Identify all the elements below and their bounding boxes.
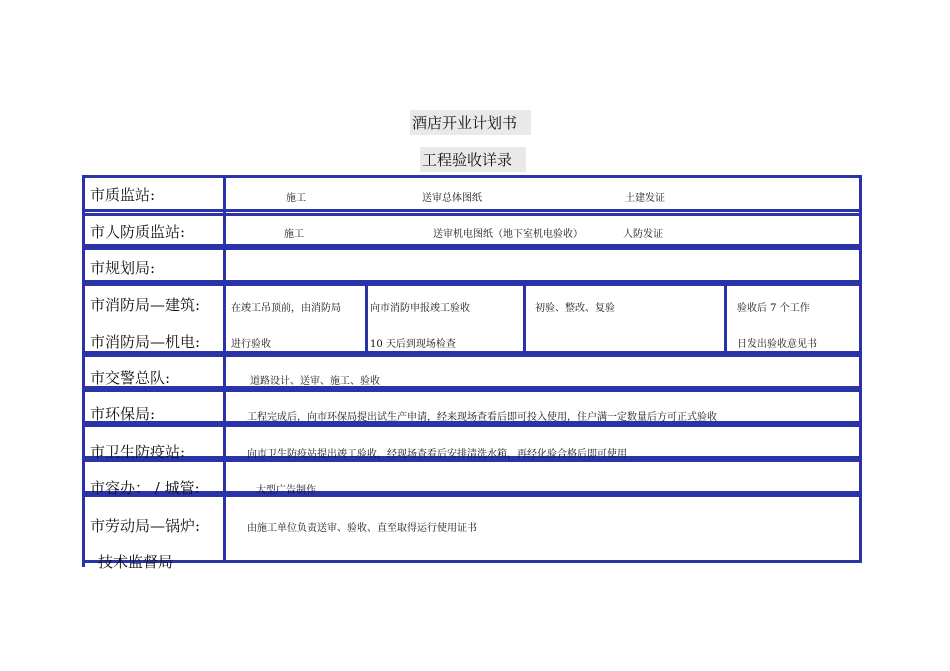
acceptance-table: [82, 175, 862, 571]
cell-text: 进行验收: [231, 339, 271, 350]
cell-text: 大型广告制作: [256, 485, 316, 496]
table-rule: [82, 424, 862, 427]
cell-text: 送审总体图纸: [422, 193, 482, 204]
table-rule: [724, 283, 727, 354]
row-label: 市质监站:: [90, 186, 156, 204]
cell-text: 日发出验收意见书: [737, 339, 817, 350]
cell-text: 人防发证: [623, 229, 663, 240]
cell-text: 验收后 7 个工作: [737, 303, 810, 314]
cell-text: 施工: [284, 229, 304, 240]
table-rule: [82, 389, 862, 392]
row-label: 市劳动局—锅炉:: [90, 517, 201, 535]
table-rule: [523, 283, 526, 354]
row-label: 市消防局—机电:: [90, 333, 201, 351]
row-label: 市人防质监站:: [90, 223, 186, 241]
row-label: 技术监督局: [98, 553, 174, 571]
table-rule: [859, 175, 862, 563]
cell-text: 送审机电图纸（地下室机电验收）: [433, 229, 583, 240]
table-rule: [82, 209, 862, 212]
document-subtitle: 工程验收详录: [420, 147, 526, 172]
cell-text: 道路设计、送审、施工、验收: [250, 376, 380, 387]
table-rule: [82, 283, 862, 286]
cell-text: 向市卫生防疫站提出竣工验收，经现场查看后安排清洗水箱，再经化验合格后即可使用: [247, 449, 627, 460]
cell-text: 10 天后到现场检查: [370, 339, 456, 350]
table-rule: [365, 283, 368, 354]
cell-text: 初验、整改、复验: [535, 303, 615, 314]
cell-text: 由施工单位负责送审、验收、直至取得运行使用证书: [247, 523, 477, 534]
row-label: 市环保局:: [90, 405, 156, 423]
row-label: 市容办： / 城管:: [90, 479, 200, 497]
table-rule: [82, 560, 862, 563]
cell-text: 工程完成后，向市环保局提出试生产申请，经来现场查看后即可投入使用，住户满一定数量后方可正式验收: [247, 412, 717, 423]
table-rule: [82, 175, 85, 567]
table-rule: [82, 247, 862, 250]
cell-text: 向市消防申报竣工验收: [370, 303, 470, 314]
cell-text: 在竣工吊顶前，由消防局: [231, 303, 341, 314]
cell-text: 土建发证: [625, 193, 665, 204]
row-label: 市交警总队:: [90, 369, 171, 387]
cell-text: 施工: [286, 193, 306, 204]
table-rule: [223, 175, 226, 563]
table-rule: [82, 213, 862, 216]
table-rule: [82, 354, 862, 357]
document-title: 酒店开业计划书: [410, 110, 531, 135]
row-label: 市消防局—建筑:: [90, 296, 201, 314]
row-label: 市规划局:: [90, 259, 156, 277]
table-rule: [82, 175, 862, 178]
row-label: 市卫生防疫站:: [90, 443, 186, 461]
